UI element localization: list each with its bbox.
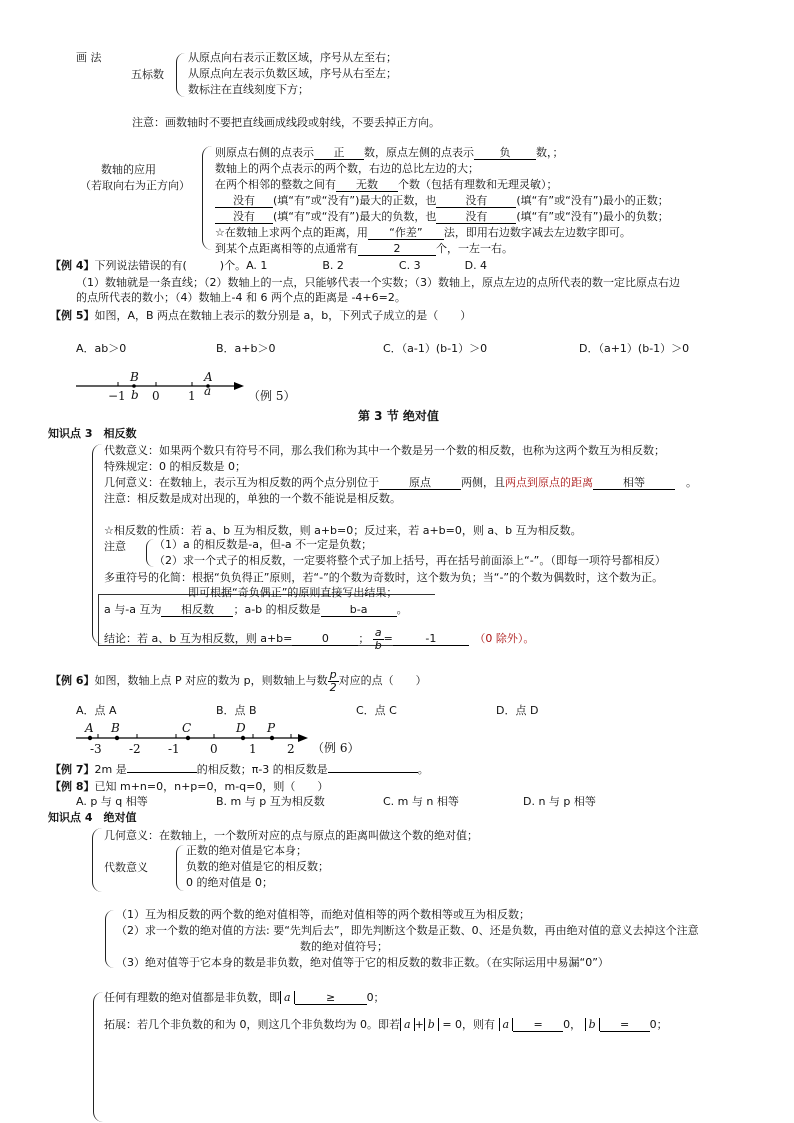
option-b: B．a+b＞0	[216, 342, 276, 355]
label-P: P	[267, 721, 276, 735]
absolute-geometric-meaning: 几何意义：在数轴上，一个数所对应的点与原点的距离叫做这个数的绝对值；	[104, 829, 478, 842]
absolute-algebraic-label: 代数意义	[104, 861, 148, 874]
tick-label-1: 1	[249, 742, 257, 756]
knowledge-point-3-heading: 知识点 3 相反数	[48, 427, 137, 440]
drawing-note: 注意：画数轴时不要把直线画成线段或射线，不要丢掉正方向。	[132, 116, 440, 129]
label-a: a	[204, 384, 212, 398]
application-line-4: 没有 (填“有”或“没有”)最大的正数，也 没有 (填“有”或“没有”)最小的正数；	[215, 193, 669, 208]
label-C: C	[182, 721, 192, 735]
section-title: 第 3 节 绝对值	[358, 409, 439, 423]
tick-label-0: 0	[152, 389, 160, 403]
application-line-6: ☆在数轴上求两个点的距离，用 “作差” 法，即用右边数字减去左边数字即可。	[215, 226, 631, 239]
brace	[105, 910, 114, 968]
point-A	[88, 736, 92, 740]
option-a: A．ab＞0	[76, 342, 127, 355]
application-line-2: 数轴上的两个点表示的两个数，右边的总比左边的大；	[215, 162, 479, 175]
point-P	[270, 736, 274, 740]
fraction-a-over-b: $\frac{a}{b}$	[374, 625, 382, 652]
fraction-p-over-2: $\frac{p}{2}$	[329, 667, 337, 694]
example-4-line-2: （1）数轴就是一条直线；（2）数轴上的一点，只能够代表一个实数；（3）数轴上，原点左边的点所代表的数一定比原点右边	[76, 276, 680, 289]
tick-label-minus-2: -2	[129, 742, 141, 756]
opposite-note-2: （2）求一个式子的相反数，一定要将整个式子加上括号，再在括号前面添上“-”。（即每一项符号都相反）	[154, 554, 666, 567]
absolute-rule-negative: 负数的绝对值是它的相反数；	[186, 860, 329, 873]
point-B	[115, 736, 119, 740]
drawing-label: 画 法	[76, 51, 102, 64]
application-line-5: 没有 (填“有”或“没有”)最大的负数，也 没有 (填“有”或“没有”)最小的负数；	[215, 209, 669, 224]
drawing-sub-label: 五标数	[131, 68, 164, 81]
absolute-nonnegative-rule: 任何有理数的绝对值都是非负数，即 a ≥ 0；	[104, 991, 385, 1004]
option-d: D．（a+1）(b-1）＞0	[579, 342, 690, 355]
point-C	[186, 736, 190, 740]
opposite-pair-line: a 与-a 互为 相反数 ；a-b 的相反数是 b-a 。	[104, 603, 408, 616]
tick-label-minus-1: −1	[108, 389, 126, 403]
opposite-note-label: 注意	[104, 540, 126, 553]
tick-label-1: 1	[188, 389, 196, 403]
opposite-property: ☆相反数的性质：若 a、b 互为相反数，则 a+b=0；反过来，若 a+b=0，则 a、b 互为相反数。	[104, 524, 582, 537]
tick-label-minus-1: -1	[168, 742, 180, 756]
example-4-question: 【例 4】下列说法错误的有( )个。A. 1 B. 2 C. 3 D. 4	[50, 259, 488, 272]
brace	[93, 992, 103, 1122]
label-D: D	[236, 721, 246, 735]
option-c: C．（a-1）(b-1）＞0	[383, 342, 488, 355]
point-D	[241, 736, 245, 740]
option-b: B. m 与 p 互为相反数	[216, 795, 325, 808]
absolute-note-2: （2）求一个数的绝对值的方法: 要“先判后去”，即先判断这个数是正数、0、还是负数，再由绝对值的意义去掉这个注意	[116, 924, 699, 937]
figure-caption: （例 6）	[312, 741, 360, 755]
option-b: B．点 B	[216, 704, 257, 717]
tick-label-0: 0	[210, 742, 218, 756]
opposite-note-1: （1）a 的相反数是-a，但-a 不一定是负数；	[154, 538, 373, 551]
example-4-line-3: 的点所代表的数小；（4）数轴上-4 和 6 两个点的距离是 -4+6=2。	[76, 291, 406, 304]
option-a: A. p 与 q 相等	[76, 795, 148, 808]
label-A: A	[204, 370, 213, 384]
application-sublabel: （若取向右为正方向）	[80, 179, 190, 192]
option-d: D. n 与 p 相等	[523, 795, 596, 808]
drawing-line-1: 从原点向右表示正数区域，序号从左至右；	[188, 51, 397, 64]
option-c: C. m 与 n 相等	[383, 795, 459, 808]
tick-label-2: 2	[287, 742, 295, 756]
tick-label-minus-3: -3	[90, 742, 102, 756]
opposite-def-1: 代数意义：如果两个数只有符号不同，那么我们称为其中一个数是另一个数的相反数，也称为这两个数互为相反数；	[104, 444, 665, 457]
label-B: B	[111, 721, 120, 735]
absolute-rule-positive: 正数的绝对值是它本身；	[186, 844, 307, 857]
axis-arrow	[298, 734, 308, 742]
application-line-1: 则原点右侧的点表示 正 数，原点左侧的点表示 负 数，；	[215, 146, 564, 159]
absolute-note-2-continued: 数的绝对值符号；	[300, 940, 388, 953]
figure-caption: （例 5）	[248, 389, 296, 403]
option-d: D．点 D	[496, 704, 539, 717]
label-b: b	[131, 388, 139, 402]
drawing-line-2: 从原点向左表示负数区域，序号从右至左；	[188, 67, 397, 80]
drawing-line-3: 数标注在直线刻度下方；	[188, 83, 309, 96]
application-line-7: 到某个点距离相等的点通常有 2 个，一左一右。	[215, 242, 513, 255]
opposite-conclusion: 结论：若 a、b 互为相反数，则 a+b= 0 ； $\frac{a}{b}$ = -1 （0 除外）。	[104, 625, 535, 652]
odd-even-rule: 即可根据“奇负偶正”的原则直接写出结果；	[188, 586, 398, 599]
opposite-geometric: 几何意义：在数轴上，表示互为相反数的两个点分别位于 原点 两侧，且两点到原点的距离 相等 。	[104, 476, 697, 489]
option-a: A．点 A	[76, 704, 117, 717]
absolute-extension-rule: 拓展：若几个非负数的和为 0，则这几个非负数均为 0。即若 a + b = 0，则有 a = 0， b = 0；	[104, 1018, 668, 1031]
absolute-note-1: （1）互为相反数的两个数的绝对值相等，而绝对值相等的两个数相等或互为相反数；	[116, 908, 530, 921]
absolute-note-3: （3）绝对值等于它本身的数是非负数，绝对值等于它的相反数的数非正数。（在实际运用中易漏“0”）	[116, 956, 609, 969]
knowledge-point-4-heading: 知识点 4 绝对值	[48, 811, 137, 824]
application-line-3: 在两个相邻的整数之间有 无数 个数（包括有理数和无理灵敏）；	[215, 178, 558, 191]
opposite-def-2: 特殊规定：0 的相反数是 0；	[104, 460, 246, 473]
label-B: B	[130, 370, 139, 384]
label-A: A	[85, 721, 94, 735]
brace	[176, 845, 184, 891]
opposite-note: 注意：相反数是成对出现的，单独的一个数不能说是相反数。	[104, 492, 401, 505]
absolute-rule-zero: 0 的绝对值是 0；	[186, 876, 273, 889]
option-c: C．点 C	[356, 704, 397, 717]
example-6-question: 【例 6】如图，数轴上点 P 对应的数为 p，则数轴上与数 $\frac{p}{2}$ 对应的点（ ）	[50, 667, 427, 694]
example-8-question: 【例 8】已知 m+n=0，n+p=0，m-q=0，则（ ）	[50, 780, 329, 793]
example-7-question: 【例 7】2m 是 的相反数；π-3 的相反数是 。	[50, 763, 429, 776]
multiple-signs-rule: 多重符号的化简：根据“负负得正”原则，若“-”的个数为奇数时，这个数为负；当“-”的个数为偶数时，这个数为正。	[104, 571, 664, 584]
application-label: 数轴的应用	[101, 163, 156, 176]
brace	[92, 828, 102, 892]
example-5-question: 【例 5】如图，A，B 两点在数轴上表示的数分别是 a，b，下列式子成立的是（ ）	[50, 309, 472, 322]
